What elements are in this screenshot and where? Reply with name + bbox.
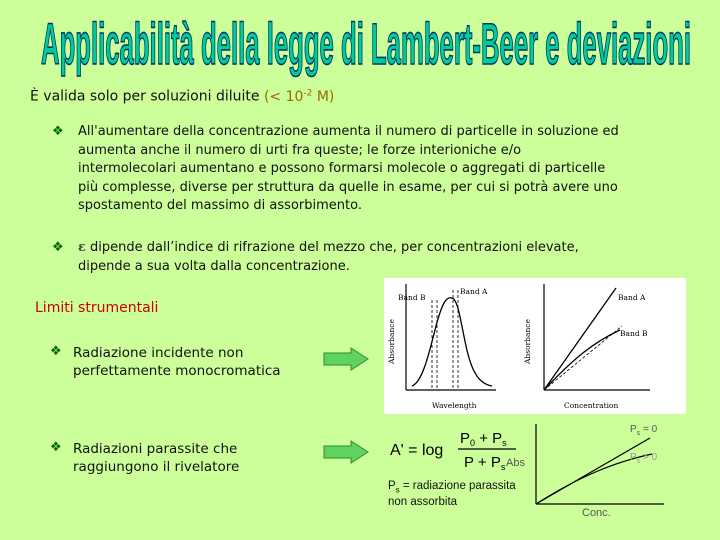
text-line: raggiungono il rivelatore xyxy=(73,459,240,475)
formula-denominator: $P + P_s$ xyxy=(464,454,506,472)
formula-lhs: A' = log xyxy=(390,442,444,459)
intro-limit xyxy=(264,89,334,105)
intro-limit-unit: M) xyxy=(312,88,335,105)
limit-item-2 xyxy=(73,440,239,476)
x-axis-label: Concentration xyxy=(564,401,619,410)
diamond-bullet-icon: ❖ xyxy=(50,440,62,455)
ps-zero-label: $P_s = 0$ xyxy=(630,424,658,437)
text-line: più complesse, diverse per struttura da quelle in esame, per cui si potrà avere uno xyxy=(78,179,618,195)
ps-note-line1 xyxy=(388,480,516,496)
epsilon-symbol: ε xyxy=(78,240,86,255)
limit-item-1 xyxy=(73,344,281,380)
x-axis-label: Conc. xyxy=(582,507,611,519)
diamond-bullet-icon: ❖ xyxy=(52,240,64,255)
text-line: aumenta anche il numero di urti fra queste; le forze interioniche e/o xyxy=(78,142,522,158)
y-axis-label: Abs xyxy=(506,457,525,469)
y-axis-label: Absorbance xyxy=(523,319,532,364)
band-a-label: Band A xyxy=(618,293,646,302)
text-line xyxy=(78,239,656,258)
diamond-bullet-icon: ❖ xyxy=(50,344,62,359)
text-line: Radiazioni parassite che xyxy=(73,441,238,457)
ps-note-line2: non assorbita xyxy=(388,496,458,509)
x-axis-label: Wavelength xyxy=(432,401,477,410)
text-line: dipende a sua volta dalla concentrazione. xyxy=(78,258,350,274)
bullet-paragraph-1 xyxy=(78,123,656,216)
section-heading: Limiti strumentali xyxy=(35,300,159,316)
page-title xyxy=(0,4,720,82)
text-line: All'aumentare della concentrazione aumenta il numero di particelle in soluzione ed xyxy=(78,124,619,139)
diamond-bullet-icon: ❖ xyxy=(52,124,64,139)
intro-text: È valida solo per soluzioni diluite xyxy=(30,88,260,105)
formula-numerator: $P_0 + P_s$ xyxy=(460,430,507,448)
page-title-text: Applicabilità della legge di Lambert-Beer e deviazioni xyxy=(41,12,691,77)
abs-conc-graph xyxy=(500,418,672,522)
ps-symbol: P xyxy=(388,480,396,492)
ps-note-text: = radiazione parassita xyxy=(399,480,516,492)
y-axis-label: Absorbance xyxy=(387,319,396,364)
band-b-label: Band B xyxy=(398,293,426,302)
intro-line xyxy=(30,88,334,105)
text-line: perfettamente monocromatica xyxy=(73,363,281,379)
bullet-paragraph-2 xyxy=(78,239,656,276)
spectra-figure xyxy=(384,278,686,414)
ps-positive-label: $P_s > 0$ xyxy=(630,452,658,465)
band-a-label: Band A xyxy=(460,287,488,296)
ps-note xyxy=(388,480,516,509)
text-line-part: dipende dall’indice di rifrazione del mezzo che, per concentrazioni elevate, xyxy=(90,240,579,255)
right-arrow-icon xyxy=(323,347,369,371)
right-arrow-icon xyxy=(323,440,369,464)
intro-limit-base: (< 10 xyxy=(263,88,304,105)
intro-limit-exponent: -2 xyxy=(303,88,313,98)
text-line: intermolecolari aumentano e possono formarsi molecole o aggregati di particelle xyxy=(78,161,606,176)
ps-subscript: s xyxy=(395,485,400,495)
text-line: spostamento del massimo di assorbimento. xyxy=(78,198,362,213)
text-line: Radiazione incidente non xyxy=(73,345,244,361)
band-b-label: Band B xyxy=(620,329,648,338)
